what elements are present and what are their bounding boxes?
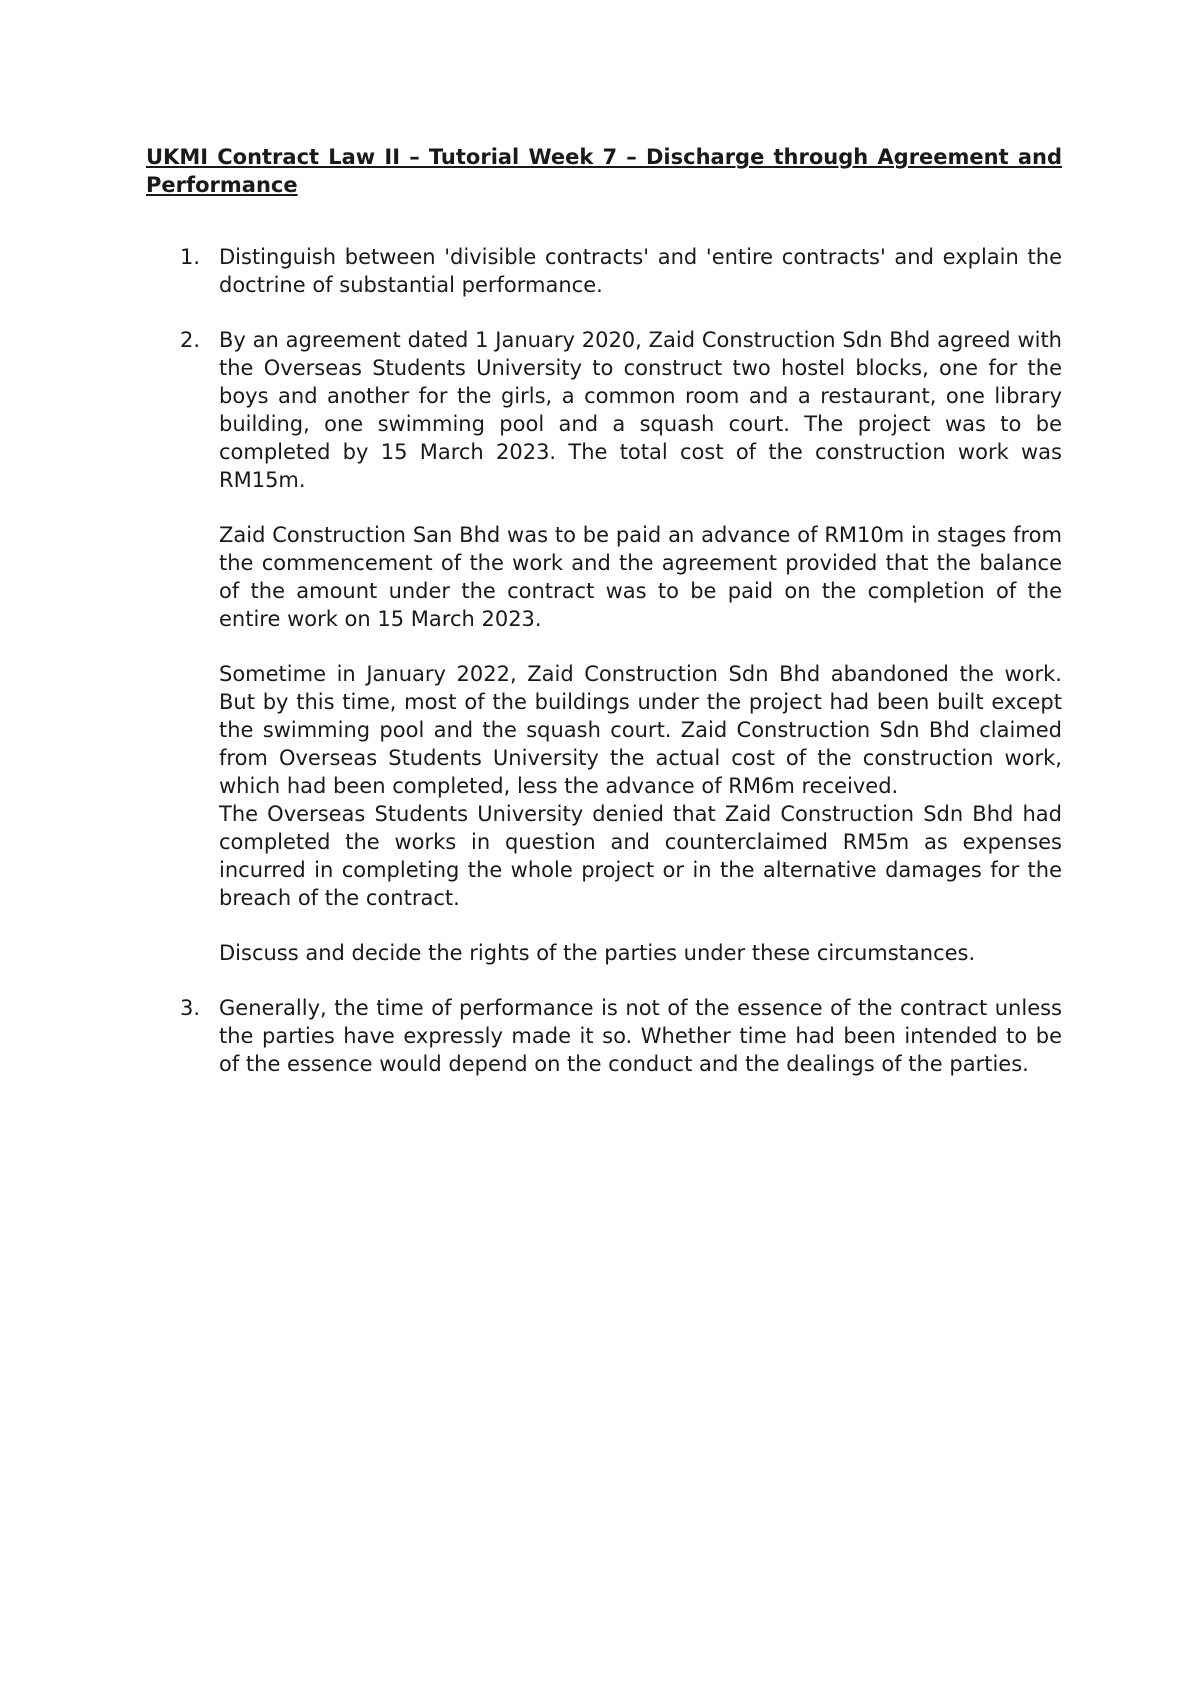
question-paragraph: Discuss and decide the rights of the parties under these circumstances. — [219, 941, 976, 965]
question-paragraph: Zaid Construction San Bhd was to be paid an advance of RM10m in stages from the commencement of the work and the agreement provided that the balance of the amount under the contract was to be paid on the completion of the entire work on 15 March 2023. — [219, 523, 1062, 631]
question-number: 1. — [180, 245, 201, 269]
question-number: 2. — [180, 328, 201, 352]
question-number: 3. — [180, 996, 201, 1020]
document-body — [146, 143, 1062, 1105]
question-paragraph: Sometime in January 2022, Zaid Construction Sdn Bhd abandoned the work. But by this time, most of the buildings under the project had been built except the swimming pool and the squash court. Zaid Construction Sdn Bhd claimed from Overseas Students University the actual cost of the construction work, which had been completed, less the advance of RM6m received. — [219, 662, 1062, 798]
document-title: UKMI Contract Law II – Tutorial Week 7 – Discharge through Agreement and Performance — [146, 145, 1062, 197]
question-2 — [146, 326, 1062, 967]
question-1 — [146, 243, 1062, 299]
question-paragraph: Generally, the time of performance is not of the essence of the contract unless the parties have expressly made it so. Whether time had been intended to be of the essence would depend on the conduct and the dealings of the parties. — [219, 996, 1062, 1076]
question-3 — [146, 994, 1062, 1078]
question-paragraph: Distinguish between 'divisible contracts' and 'entire contracts' and explain the doctrine of substantial performance. — [219, 245, 1062, 297]
question-paragraph: The Overseas Students University denied that Zaid Construction Sdn Bhd had completed the works in question and counterclaimed RM5m as expenses incurred in completing the whole project or in the alternative damages for the breach of the contract. — [219, 802, 1062, 910]
question-paragraph: By an agreement dated 1 January 2020, Zaid Construction Sdn Bhd agreed with the Overseas Students University to construct two hostel blocks, one for the boys and another for the girls, a common room and a restaurant, one library building, one swimming pool and a squash court. The project was to be completed by 15 March 2023. The total cost of the construction work was RM15m. — [219, 328, 1062, 492]
question-list — [146, 243, 1062, 1078]
